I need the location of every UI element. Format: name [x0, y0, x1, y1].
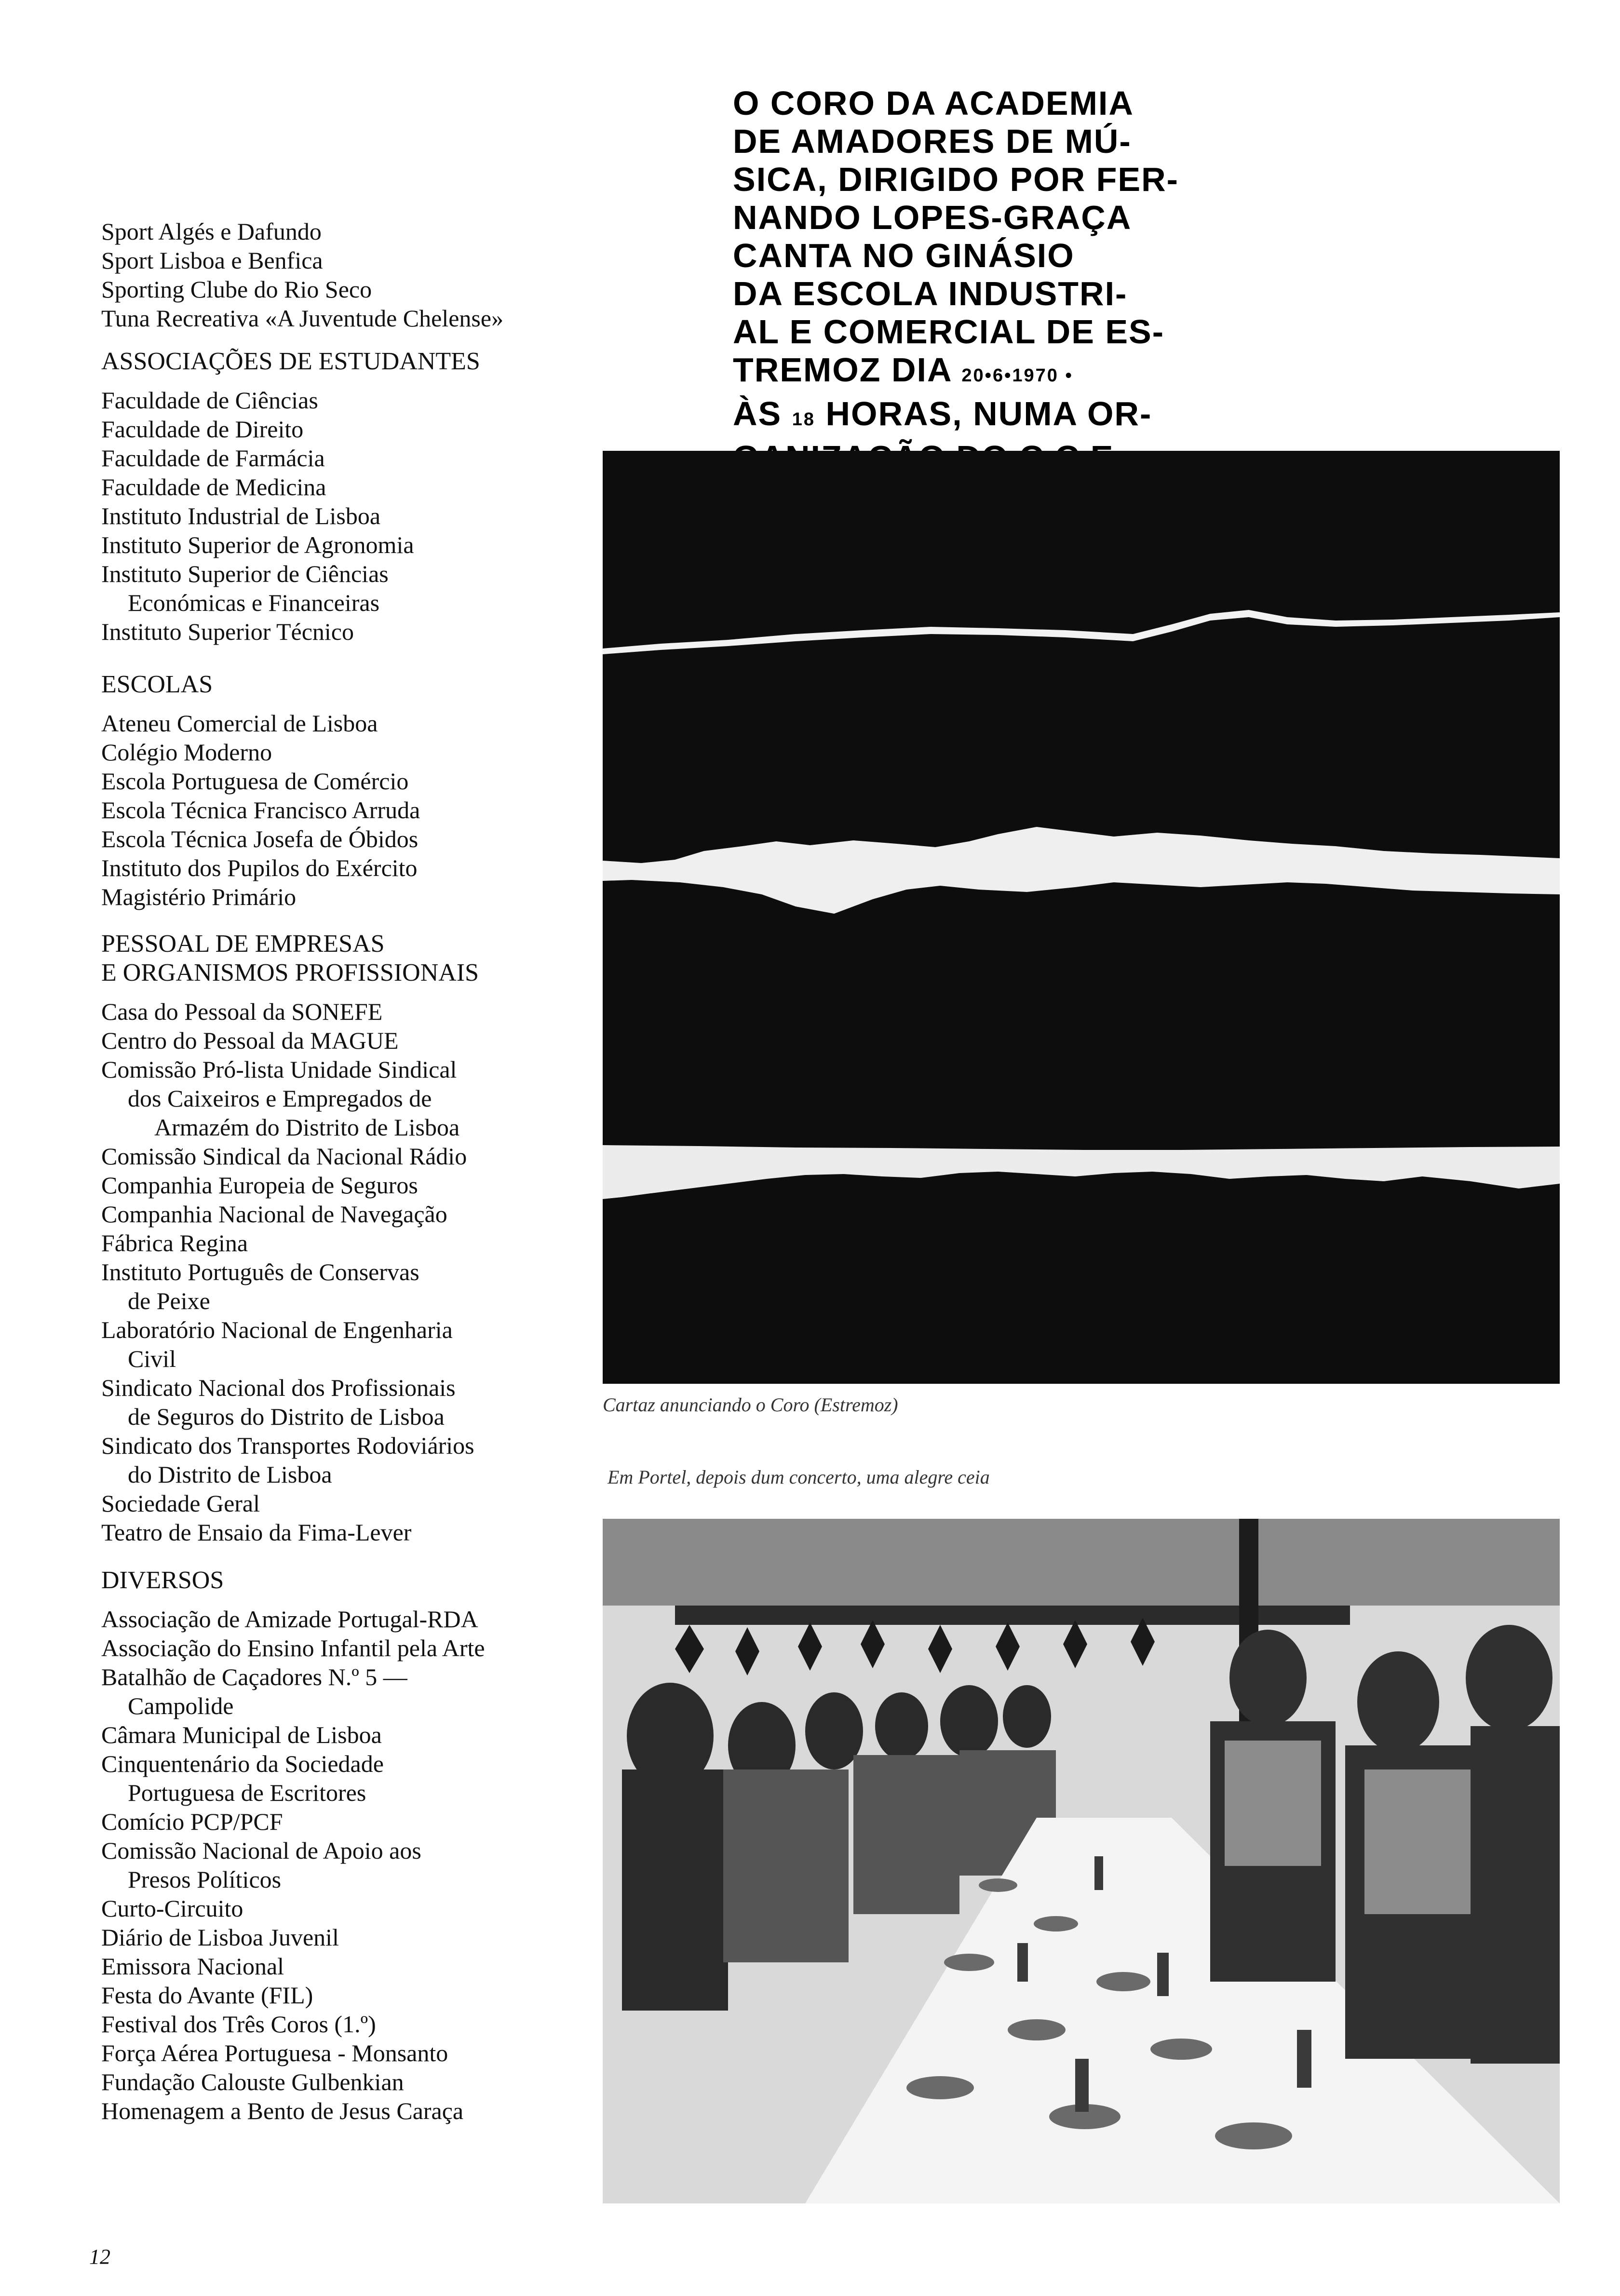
- list-item: Instituto Superior de Agronomia: [101, 531, 414, 558]
- poster-headline: [733, 84, 1179, 477]
- list-item: Companhia Nacional de Navegação: [101, 1201, 447, 1228]
- list-item: Fundação Calouste Gulbenkian: [101, 2068, 404, 2095]
- poster-line: AL E COMERCIAL DE ES-: [733, 313, 1165, 351]
- poster-line: SICA, DIRIGIDO POR FER-: [733, 161, 1179, 198]
- page-number: 12: [89, 2245, 110, 2269]
- poster-line: NANDO LOPES-GRAÇA: [733, 199, 1132, 236]
- list-item: Casa do Pessoal da SONEFE: [101, 998, 383, 1025]
- list-item: Laboratório Nacional de Engenharia: [101, 1316, 453, 1343]
- photo-caption: Em Portel, depois dum concerto, uma alegre ceia: [608, 1466, 990, 1488]
- list-item: Teatro de Ensaio da Fima-Lever: [101, 1519, 412, 1546]
- poster-line: CANTA NO GINÁSIO: [733, 237, 1075, 274]
- list-item: Instituto Industrial de Lisboa: [101, 502, 381, 529]
- list-item: Associação de Amizade Portugal-RDA: [101, 1606, 478, 1633]
- poster-horas: HORAS, NUMA OR-: [825, 395, 1152, 432]
- schools-list: [101, 709, 583, 911]
- poster-caption: Cartaz anunciando o Coro (Estremoz): [603, 1394, 898, 1416]
- poster-graphic: [603, 451, 1560, 1384]
- list-item: Escola Portuguesa de Comércio: [101, 768, 409, 795]
- list-item: Faculdade de Farmácia: [101, 445, 325, 472]
- list-item: de Seguros do Distrito de Lisboa: [128, 1403, 445, 1430]
- section-heading-schools: ESCOLAS: [101, 671, 213, 698]
- list-item: Escola Técnica Josefa de Óbidos: [101, 825, 418, 852]
- misc-list: [101, 1605, 583, 2125]
- institution-list: [101, 217, 583, 2125]
- section-heading-misc: DIVERSOS: [101, 1567, 224, 1594]
- list-item: Campolide: [128, 1692, 234, 1719]
- list-item: dos Caixeiros e Empregados de: [128, 1085, 432, 1112]
- list-item: Curto-Circuito: [101, 1895, 243, 1922]
- list-item: de Peixe: [128, 1287, 210, 1314]
- list-item: Homenagem a Bento de Jesus Caraça: [101, 2097, 464, 2124]
- list-item: Portuguesa de Escritores: [128, 1779, 366, 1806]
- list-item: Sport Algés e Dafundo: [101, 218, 322, 245]
- list-item: Diário de Lisboa Juvenil: [101, 1924, 339, 1951]
- section-heading-students: ASSOCIAÇÕES DE ESTUDANTES: [101, 348, 480, 375]
- dinner-scene-illustration: [603, 1519, 1560, 2203]
- sports-list: [101, 217, 583, 333]
- list-item: Escola Técnica Francisco Arruda: [101, 797, 420, 824]
- list-item: Colégio Moderno: [101, 739, 272, 766]
- torn-paper-graphic: [603, 451, 1560, 1384]
- list-item: Instituto Superior de Ciências: [101, 560, 389, 587]
- poster-line: DE AMADORES DE MÚ-: [733, 122, 1132, 160]
- list-item: Comissão Sindical da Nacional Rádio: [101, 1143, 467, 1170]
- list-item: Comissão Pró-lista Unidade Sindical: [101, 1056, 457, 1083]
- section-heading-companies: PESSOAL DE EMPRESAS: [101, 930, 385, 958]
- list-item: Tuna Recreativa «A Juventude Chelense»: [101, 305, 504, 332]
- list-item: do Distrito de Lisboa: [128, 1461, 332, 1488]
- dinner-photo: [603, 1519, 1560, 2203]
- list-item: Sociedade Geral: [101, 1490, 260, 1517]
- list-item: Emissora Nacional: [101, 1953, 284, 1980]
- poster-date: 20•6•1970 •: [961, 365, 1073, 386]
- section-heading-companies-cont: E ORGANISMOS PROFISSIONAIS: [101, 959, 479, 986]
- list-item: Comissão Nacional de Apoio aos: [101, 1837, 421, 1864]
- poster-line-date: [733, 351, 1080, 395]
- list-item: Cinquentenário da Sociedade: [101, 1750, 384, 1777]
- poster-hour: 18: [792, 409, 815, 430]
- list-item: Câmara Municipal de Lisboa: [101, 1721, 382, 1748]
- list-item: Força Aérea Portuguesa - Monsanto: [101, 2039, 448, 2066]
- list-item: Festa do Avante (FIL): [101, 1982, 313, 2009]
- list-item: Económicas e Financeiras: [128, 589, 380, 616]
- list-item: Associação do Ensino Infantil pela Arte: [101, 1634, 485, 1661]
- list-item: Instituto Português de Conservas: [101, 1258, 419, 1285]
- poster-line: O CORO DA ACADEMIA: [733, 84, 1134, 122]
- list-item: Faculdade de Ciências: [101, 387, 318, 414]
- poster-line-hour: [733, 395, 1152, 439]
- list-item: Companhia Europeia de Seguros: [101, 1172, 418, 1199]
- list-item: Sindicato dos Transportes Rodoviários: [101, 1432, 474, 1459]
- list-item: Magistério Primário: [101, 883, 297, 910]
- list-item: Faculdade de Direito: [101, 416, 304, 443]
- list-item: Comício PCP/PCF: [101, 1808, 283, 1835]
- list-item: Instituto dos Pupilos do Exército: [101, 854, 418, 881]
- list-item: Instituto Superior Técnico: [101, 618, 354, 645]
- list-item: Sporting Clube do Rio Seco: [101, 276, 372, 303]
- list-item: Sindicato Nacional dos Profissionais: [101, 1374, 456, 1401]
- list-item: Centro do Pessoal da MAGUE: [101, 1027, 399, 1054]
- list-item: Festival dos Três Coros (1.º): [101, 2011, 376, 2038]
- poster-line: DA ESCOLA INDUSTRI-: [733, 275, 1128, 312]
- list-item: Faculdade de Medicina: [101, 473, 326, 500]
- list-item: Civil: [128, 1345, 176, 1372]
- students-list: [101, 386, 583, 646]
- poster-line: TREMOZ DIA: [733, 351, 951, 389]
- list-item: Batalhão de Caçadores N.º 5 —: [101, 1663, 407, 1690]
- list-item: Presos Políticos: [128, 1866, 282, 1893]
- list-item: Fábrica Regina: [101, 1229, 248, 1256]
- list-item: Armazém do Distrito de Lisboa: [154, 1114, 460, 1141]
- poster-as: ÀS: [733, 395, 782, 432]
- companies-list: [101, 997, 583, 1547]
- list-item: Sport Lisboa e Benfica: [101, 247, 323, 274]
- list-item: Ateneu Comercial de Lisboa: [101, 710, 378, 737]
